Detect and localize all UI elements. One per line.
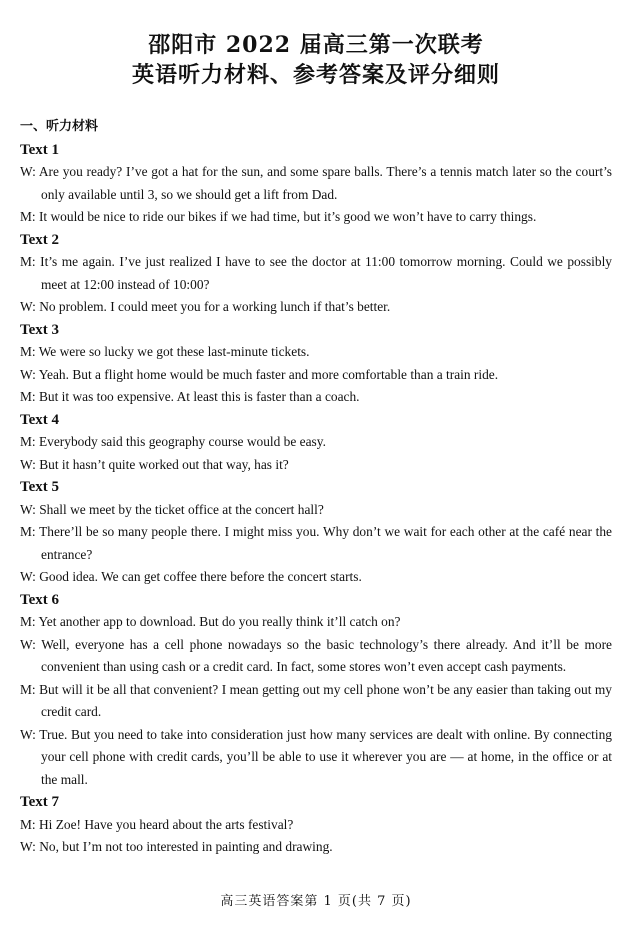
dialogue-line: W: Yeah. But a flight home would be much faster and more comfortable than a train ride.	[20, 366, 499, 382]
dialogue-line: M: But will it be all that convenient? I mean getting out my cell phone won’t be any easier than taking out my credit card.	[20, 681, 612, 719]
dialogue-line: M: Everybody said this geography course would be easy.	[20, 434, 326, 449]
text-heading: Text 6	[20, 591, 60, 608]
dialogue-line: M: But it was too expensive. At least this is faster than a coach.	[20, 389, 360, 404]
dialogue-line: W: Are you ready? I’ve got a hat for the sun, and some spare balls. There’s a tennis match later so the court’s only available until 3, so we should get a lift from Dad.	[20, 164, 612, 202]
page-title: 邵阳市 2022 届高三第一次联考	[148, 32, 484, 58]
dialogue-line: M: There’ll be so many people there. I might miss you. Why don’t we wait for each other at the café near the entrance?	[20, 524, 612, 562]
dialogue-line: W: True. But you need to take into consideration just how many services are dealt with online. By connecting your cell phone with credit cards, you’ll be able to use it wherever you are — at home, in the office or at the mall.	[20, 726, 612, 787]
text-heading: Text 2	[20, 231, 60, 248]
text-block-1	[20, 139, 612, 229]
text-block-4	[20, 409, 612, 477]
text-block-7	[20, 791, 612, 859]
dialogue-line: W: No, but I’m not too interested in painting and drawing.	[20, 839, 333, 854]
dialogue-line: W: Shall we meet by the ticket office at the concert hall?	[20, 501, 324, 517]
text-block-6	[20, 589, 612, 792]
dialogue-line: W: But it hasn’t quite worked out that way, has it?	[20, 456, 289, 472]
dialogue-line: M: Hi Zoe! Have you heard about the arts festival?	[20, 816, 294, 832]
dialogue-line: M: We were so lucky we got these last-minute tickets.	[20, 344, 310, 359]
section-heading: 一、听力材料	[20, 119, 99, 134]
text-heading: Text 3	[20, 321, 60, 338]
page-subtitle: 英语听力材料、参考答案及评分细则	[131, 63, 500, 88]
text-heading: Text 4	[20, 411, 60, 428]
text-block-3	[20, 319, 612, 409]
dialogue-line: W: Good idea. We can get coffee there before the concert starts.	[20, 569, 362, 584]
text-block-5	[20, 476, 612, 589]
text-block-2	[20, 229, 612, 319]
dialogue-line: M: It’s me again. I’ve just realized I have to see the doctor at 11:00 tomorrow morning. Could we possibly meet at 12:00 instead of 10:00?	[20, 254, 612, 292]
listening-material	[20, 116, 612, 859]
dialogue-line: W: No problem. I could meet you for a working lunch if that’s better.	[20, 299, 391, 314]
text-heading: Text 1	[20, 141, 60, 158]
page-footer: 高三英语答案第 1 页(共 7 页)	[220, 894, 412, 909]
dialogue-line: W: Well, everyone has a cell phone nowadays so the basic technology’s there already. And it’ll be more convenient than using cash or a credit card. In fact, some stores won’t even accept cash payments.	[20, 636, 612, 674]
dialogue-line: M: Yet another app to download. But do you really think it’ll catch on?	[20, 614, 401, 629]
text-heading: Text 5	[20, 479, 60, 495]
dialogue-line: M: It would be nice to ride our bikes if we had time, but it’s good we won’t have to carry things.	[20, 209, 537, 224]
text-heading: Text 7	[20, 794, 60, 810]
